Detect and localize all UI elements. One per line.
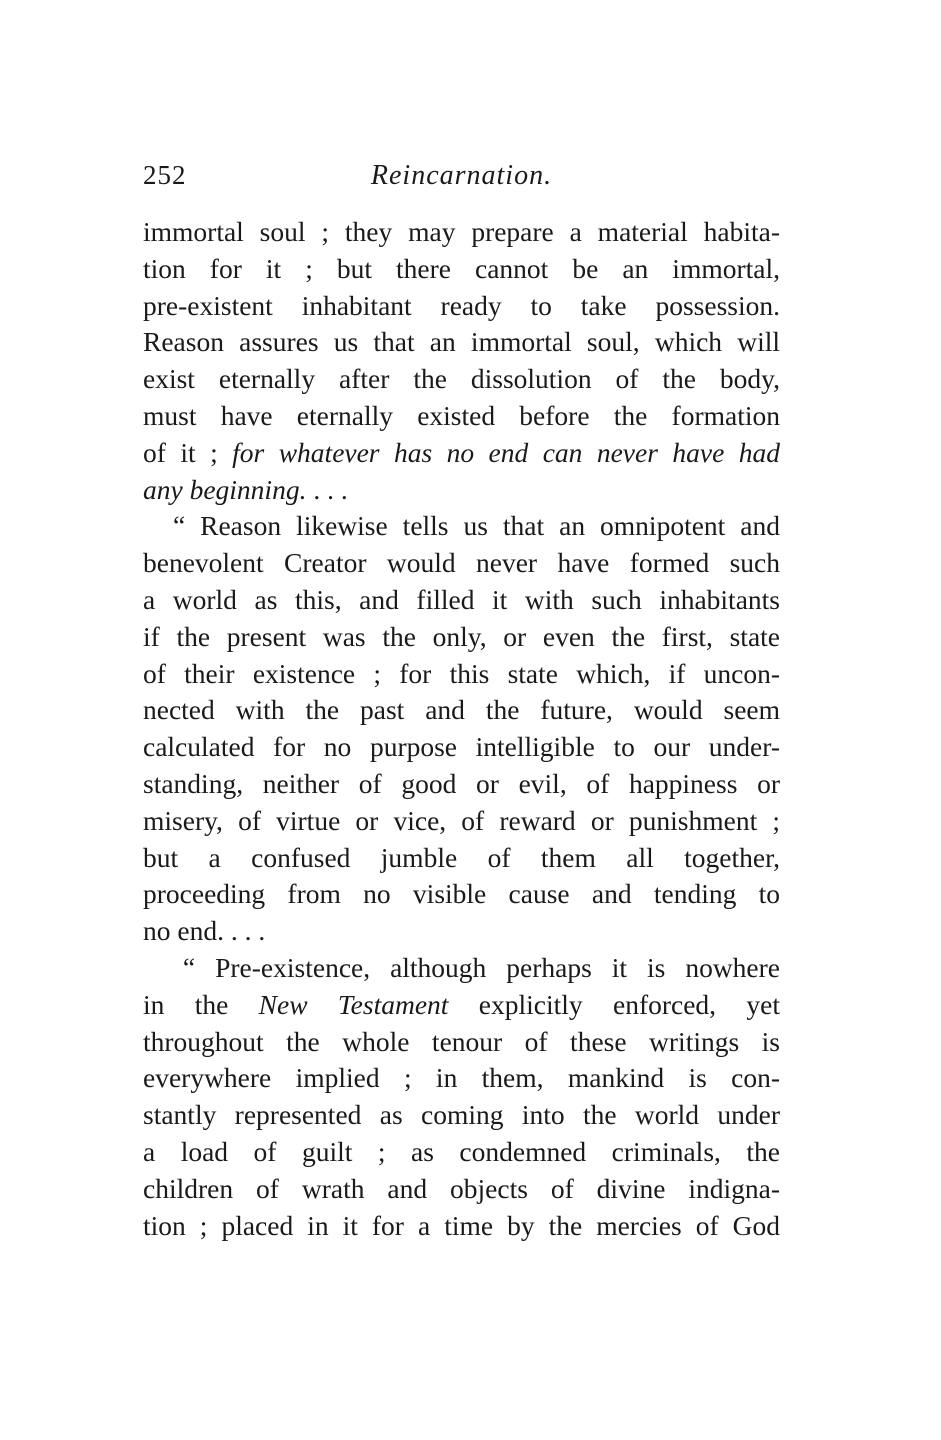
text-line (143, 656, 780, 693)
text-line (143, 950, 780, 987)
text-line (143, 1134, 780, 1171)
text-line (143, 987, 780, 1024)
text-line (143, 840, 780, 877)
text-segment: everywhere implied ; in them, mankind is con- (143, 1062, 780, 1094)
italic-text: any beginning. (143, 473, 307, 505)
text-segment: nected with the past and the future, would seem (143, 694, 780, 726)
text-segment: if the present was the only, or even the first, state (143, 620, 780, 652)
text-segment: explicitly enforced, yet (448, 988, 780, 1020)
text-line (143, 803, 780, 840)
text-segment: . . . (306, 473, 348, 505)
text-segment: misery, of virtue or vice, of reward or punishment ; (143, 804, 780, 836)
text-line (143, 766, 780, 803)
page-header (143, 160, 780, 200)
text-line (143, 288, 780, 325)
italic-text: for whatever has no end can never have had (232, 436, 780, 468)
page-number: 252 (143, 160, 187, 190)
text-line (143, 508, 780, 545)
text-segment: tion ; placed in it for a time by the mercies of God (143, 1209, 780, 1241)
running-title: Reincarnation. (370, 160, 553, 191)
text-line (143, 361, 780, 398)
text-segment: immortal soul ; they may prepare a material habita- (143, 216, 780, 247)
text-segment: of it ; (143, 436, 233, 468)
text-line (143, 913, 780, 950)
text-segment: “ Reason likewise tells us that an omnipotent and (143, 510, 780, 542)
text-segment: stantly represented as coming into the world under (143, 1099, 780, 1131)
text-segment: children of wrath and objects of divine indigna- (143, 1172, 780, 1204)
text-line (143, 692, 780, 729)
text-segment: a world as this, and filled it with such inhabitants (143, 583, 780, 615)
text-segment: must have eternally existed before the formation (143, 399, 780, 431)
text-segment: but a confused jumble of them all together, (143, 841, 780, 873)
text-segment: standing, neither of good or evil, of happiness or (143, 767, 780, 799)
text-line (143, 545, 780, 582)
text-segment: in the (143, 988, 259, 1020)
text-line (143, 876, 780, 913)
text-segment: no end. . . . (143, 915, 266, 947)
text-line (143, 619, 780, 656)
text-segment: throughout the whole tenour of these writings is (143, 1025, 780, 1057)
body-text (143, 214, 780, 1244)
text-line (143, 1024, 780, 1061)
italic-text: New Testament (258, 988, 449, 1020)
text-segment: calculated for no purpose intelligible to our under- (143, 731, 780, 763)
text-segment: of their existence ; for this state which, if uncon- (143, 657, 780, 689)
text-line (143, 1208, 780, 1245)
text-segment: proceeding from no visible cause and tending to (143, 878, 780, 910)
text-segment: a load of guilt ; as condemned criminals, the (143, 1135, 780, 1167)
text-segment: exist eternally after the dissolution of the body, (143, 363, 780, 395)
text-line (143, 1171, 780, 1208)
text-line (143, 251, 780, 288)
text-line (143, 398, 780, 435)
text-segment: tion for it ; but there cannot be an immortal, (143, 252, 780, 284)
text-line (143, 582, 780, 619)
text-line (143, 472, 780, 509)
text-segment: pre-existent inhabitant ready to take possession. (143, 289, 780, 321)
text-line (143, 214, 780, 251)
text-line (143, 1097, 780, 1134)
text-segment: Reason assures us that an immortal soul, which will (143, 326, 780, 358)
text-segment: “ Pre-existence, although perhaps it is nowhere (143, 951, 780, 983)
text-segment: benevolent Creator would never have formed such (143, 547, 780, 579)
text-line (143, 324, 780, 361)
text-line (143, 435, 780, 472)
text-line (143, 1060, 780, 1097)
text-line (143, 729, 780, 766)
